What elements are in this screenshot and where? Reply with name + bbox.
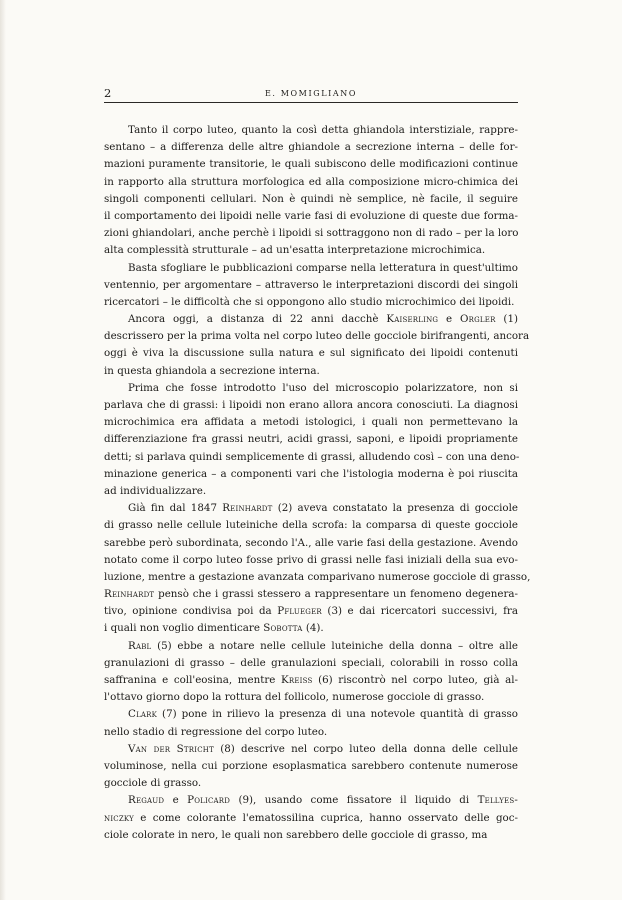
text-segment: (1) — [495, 313, 519, 326]
text-segment: zioni ghiandolari, anche perchè i lipoidi si sottraggono non di rado – per la loro — [104, 227, 519, 240]
text-segment: pensò che i grassi stessero a rappresentare un fenomeno degenera- — [154, 588, 518, 601]
text-line — [104, 431, 518, 448]
text-segment: singoli componenti cellulari. Non è quindi nè semplice, nè facile, il seguire — [104, 192, 518, 205]
author-name: Van der Stricht — [128, 742, 214, 755]
text-segment: in rapporto alla struttura morfologica ed alla composizione micro-chimica dei — [104, 175, 518, 188]
paragraph — [104, 792, 518, 844]
text-line — [104, 414, 518, 431]
paragraph — [104, 380, 518, 500]
text-segment: minazione generica – a componenti vari che l'istologia moderna è poi riuscita — [104, 467, 518, 480]
text-segment: (5) ebbe a notare nelle cellule luteiniche della donna – oltre alle — [151, 639, 518, 652]
author-name: Tellyes- — [477, 794, 519, 807]
text-line — [104, 311, 518, 328]
text-segment: parlava che di grassi: i lipoidi non erano allora ancora conosciuti. La diagnosi — [104, 399, 518, 411]
text-segment: Già fin dal 1847 — [128, 502, 223, 515]
text-line — [104, 397, 518, 414]
text-segment: e — [164, 794, 188, 807]
author-name: Rabl — [128, 639, 152, 652]
author-name: Sobotta — [263, 622, 303, 635]
text-segment: granulazioni di grasso – delle granulazioni speciali, colorabili in rosso colla — [104, 656, 518, 669]
text-segment: alta complessità strutturale – ad un'esatta interpretazione microchimica. — [104, 244, 486, 257]
body-text — [104, 122, 531, 844]
text-line — [104, 552, 518, 569]
text-segment: mazioni puramente transitorie, le quali subiscono delle modificazioni continue — [104, 158, 518, 171]
text-line — [104, 500, 518, 517]
text-line — [104, 380, 518, 397]
text-line — [104, 810, 518, 827]
text-line — [104, 827, 518, 844]
text-segment: ricercatori – le difficoltà che si oppongono allo studio microchimico dei lipoidi. — [104, 295, 515, 308]
paragraph — [104, 638, 518, 707]
text-segment: (4). — [302, 622, 324, 635]
text-line — [104, 724, 518, 741]
text-line — [104, 122, 518, 139]
author-name: Policard — [187, 794, 231, 807]
text-segment: il comportamento dei lipoidi nelle varie fasi di evoluzione di queste due forma- — [104, 209, 518, 222]
text-segment: Prima che fosse introdotto l'uso del microscopio polarizzatore, non si — [128, 381, 518, 394]
text-segment: Ancora oggi, a distanza di 22 anni dacchè — [128, 313, 387, 326]
text-segment: e — [438, 313, 461, 326]
author-name: Reinhardt — [104, 588, 155, 601]
text-line — [104, 586, 518, 603]
text-segment: ventennio, per argomentare – attraverso le interpretazioni discordi dei singoli — [104, 278, 518, 291]
paragraph — [104, 706, 518, 740]
text-line — [104, 620, 518, 637]
text-line — [104, 638, 518, 655]
text-segment: detti; si parlava quindi semplicemente di grassi, alludendo così – con una deno- — [104, 450, 520, 463]
text-segment: descrissero per la prima volta nel corpo luteo delle gocciole birifrangenti, ancora — [104, 330, 530, 343]
text-line — [104, 741, 518, 758]
text-line — [104, 758, 518, 775]
author-name: Clark — [128, 708, 158, 721]
text-segment: di grasso nelle cellule luteiniche della scrofa: la comparsa di queste gocciole — [104, 519, 518, 532]
text-segment: (2) aveva constatato la presenza di gocciole — [272, 502, 518, 515]
text-segment: oggi è viva la discussione sulla natura e sul significato dei lipoidi contenuti — [104, 347, 518, 360]
text-segment: sarebbe però subordinata, secondo l'A., alle varie fasi della gestazione. Avendo — [104, 536, 518, 549]
text-segment: microchimica era affidata a metodi istologici, i quali non permettevano la — [104, 416, 518, 429]
text-line — [104, 139, 518, 156]
text-line — [104, 706, 518, 723]
text-line — [104, 174, 518, 191]
text-line — [104, 156, 518, 173]
text-segment: (9), usando come fissatore il liquido di — [230, 794, 478, 807]
paragraph — [104, 500, 531, 638]
text-line — [104, 242, 518, 259]
text-segment: voluminose, nella cui porzione esoplasmatica sarebbero contenute numerose — [104, 759, 518, 772]
text-line — [104, 466, 518, 483]
text-line — [104, 689, 518, 706]
text-line — [104, 277, 518, 294]
author-name: niczky — [104, 811, 134, 824]
text-segment: Basta sfogliare le pubblicazioni comparse nella letteratura in quest'ultimo — [128, 261, 518, 274]
text-line — [104, 483, 518, 500]
text-segment: gocciole di grasso. — [104, 777, 202, 790]
paragraph — [104, 260, 518, 312]
text-segment: saffranina e coll'eosina, mentre — [104, 674, 281, 686]
paragraph — [104, 122, 518, 260]
paragraph — [104, 741, 518, 793]
paragraph — [104, 311, 530, 380]
text-segment: sentano – a differenza delle altre ghiandole a secrezione interna – delle for- — [104, 141, 518, 154]
text-line — [104, 535, 518, 552]
text-segment: l'ottavo giorno dopo la rottura del follicolo, numerose gocciole di grasso. — [104, 691, 485, 704]
text-segment: in questa ghiandola a secrezione interna. — [104, 364, 320, 377]
text-segment: ciole colorate in nero, le quali non sarebbero delle gocciole di grasso, ma — [104, 828, 488, 841]
text-segment: e come colorante l'ematossilina cuprica, hanno osservato delle goc- — [133, 811, 518, 824]
text-segment: tivo, opinione condivisa poi da — [104, 605, 278, 618]
text-segment: Tanto il corpo luteo, quanto la così detta ghiandola interstiziale, rappre- — [128, 124, 518, 136]
page-number: 2 — [104, 86, 112, 100]
text-line — [104, 603, 518, 620]
author-name: Regaud — [128, 794, 165, 807]
author-name: Orgler — [460, 313, 496, 326]
text-line — [104, 294, 518, 311]
text-line — [104, 363, 518, 380]
text-line — [104, 775, 518, 792]
text-segment: ad individualizzare. — [104, 484, 207, 497]
text-line — [104, 672, 518, 689]
author-name: Pflueger — [277, 605, 322, 618]
text-line — [104, 208, 518, 225]
text-line — [104, 191, 518, 208]
text-line — [104, 328, 530, 345]
text-line — [104, 792, 518, 809]
text-line — [104, 345, 518, 362]
text-segment: (7) pone in rilievo la presenza di una notevole quantità di grasso — [157, 708, 518, 721]
text-segment: differenziazione fra grassi neutri, acidi grassi, saponi, e lipoidi propriamente — [104, 433, 518, 446]
text-segment: (8) descrive nel corpo luteo della donna delle cellule — [213, 742, 518, 755]
text-segment: (6) riscontrò nel corpo luteo, già al- — [312, 674, 518, 686]
text-segment: (3) e dai ricercatori successivi, fra — [321, 605, 518, 618]
text-line — [104, 655, 518, 672]
text-line — [104, 260, 518, 277]
text-line — [104, 449, 518, 466]
running-head: E. MOMIGLIANO — [264, 89, 358, 98]
author-name: Kreiss — [280, 674, 313, 686]
text-segment: notato come il corpo luteo fosse privo di grassi nelle fasi iniziali della sua evo- — [104, 553, 518, 566]
text-segment: i quali non voglio dimenticare — [104, 622, 264, 635]
text-segment: nello stadio di regressione del corpo luteo. — [104, 725, 328, 738]
author-name: Kaiserling — [386, 313, 439, 326]
text-segment: luzione, mentre a gestazione avanzata comparivano numerose gocciole di grasso, — [104, 570, 531, 583]
text-line — [104, 517, 518, 534]
page-header — [104, 86, 518, 103]
text-line — [104, 225, 518, 242]
text-line — [104, 569, 531, 586]
author-name: Reinhardt — [222, 502, 273, 515]
scan-edge-shadow — [0, 0, 6, 900]
